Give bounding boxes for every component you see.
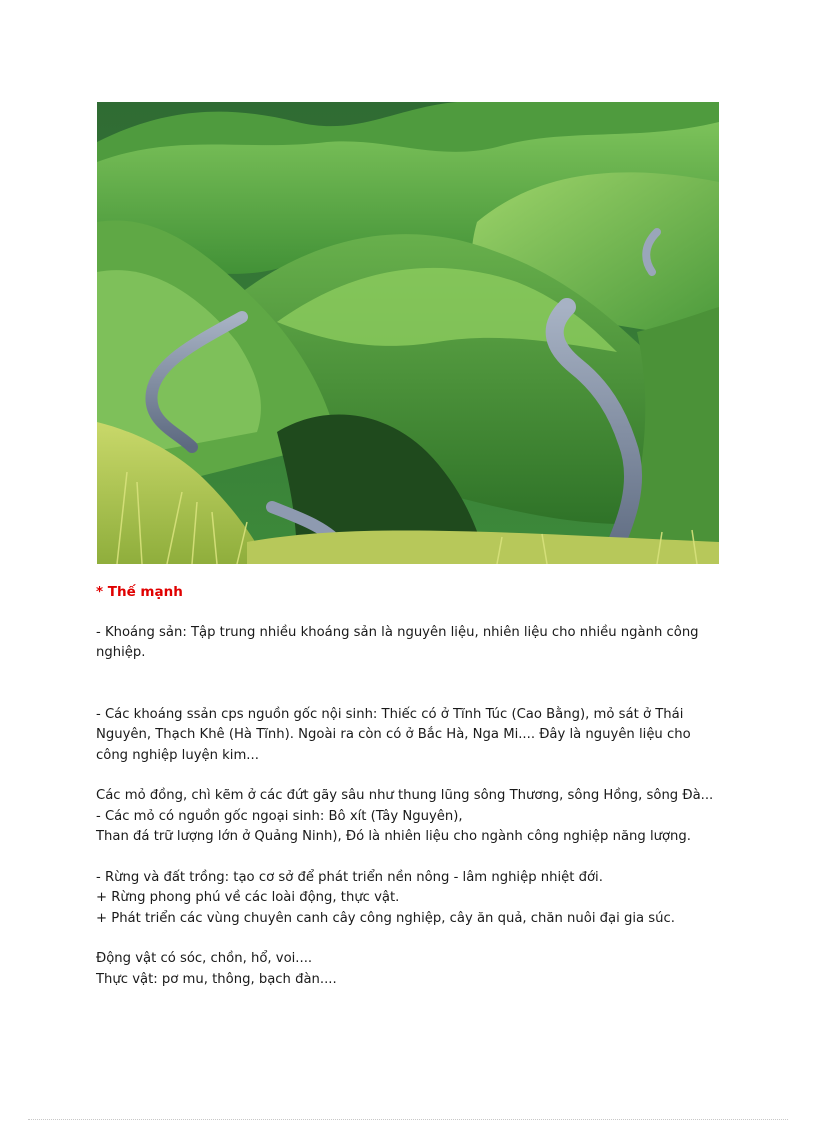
- paragraph-forest-land: - Rừng và đất trồng: tạo cơ sở để phát triển nền nông - lâm nghiệp nhiệt đới.: [96, 869, 603, 885]
- paragraph-exogenous-minerals: - Các mỏ có nguồn gốc ngoại sinh: Bô xít (Tây Nguyên),: [96, 808, 463, 824]
- paragraph-copper-lead-zinc: Các mỏ đồng, chì kẽm ở các đứt gãy sâu như thung lũng sông Thương, sông Hồng, sông Đà...: [96, 788, 714, 803]
- document-body: [96, 582, 726, 990]
- paragraph-specialized-crops: + Phát triển các vùng chuyên canh cây công nghiệp, cây ăn quả, chăn nuôi đại gia súc.: [96, 910, 675, 926]
- paragraph-coal: Than đá trữ lượng lớn ở Quảng Ninh), Đó là nhiên liệu cho ngành công nghiệp năng lượng.: [96, 829, 691, 844]
- paragraph-plants: Thực vật: pơ mu, thông, bạch đàn....: [96, 971, 337, 987]
- paragraph-minerals: - Khoáng sản: Tập trung nhiều khoáng sản là nguyên liệu, nhiên liệu cho nhiều ngành công nghiệp.: [96, 624, 699, 660]
- paragraph-forest-rich: + Rừng phong phú về các loài động, thực vật.: [96, 890, 400, 905]
- paragraph-endogenous-minerals: - Các khoáng ssản cps nguồn gốc nội sinh: Thiếc có ở Tĩnh Túc (Cao Bằng), mỏ sát ở Thái Nguyên, Thạch Khê (Hà Tĩnh). Ngoài ra còn có ở Bắc Hà, Nga Mi.... Đây là nguyên liệu cho công nghiệp luyện kim...: [96, 706, 691, 763]
- mountain-road-photo: [97, 102, 719, 564]
- page-bottom-divider: [28, 1119, 788, 1120]
- section-heading: * Thế mạnh: [96, 584, 183, 600]
- paragraph-animals: Động vật có sóc, chồn, hổ, voi....: [96, 951, 313, 966]
